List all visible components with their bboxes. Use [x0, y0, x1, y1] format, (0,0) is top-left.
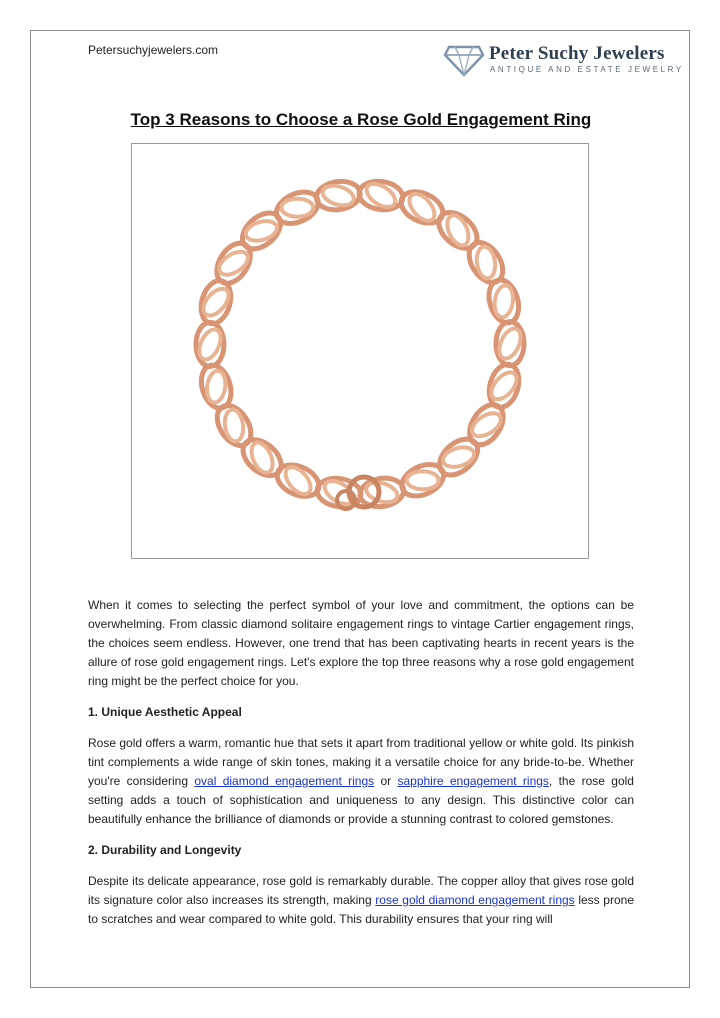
section-heading-aesthetic: 1. Unique Aesthetic Appeal: [88, 705, 242, 719]
intro-paragraph: When it comes to selecting the perfect symbol of your love and commitment, the options can be overwhelming. From classic diamond solitaire engagement rings to vintage Cartier engagement rings, the choices seem endless. However, one trend that has been captivating hearts in recent years is the allure of rose gold engagement rings. Let's explore the top three reasons why a rose gold engagement ring might be the perfect choice for you.: [88, 598, 634, 688]
chain-link: [215, 247, 252, 279]
chain-link: [364, 479, 400, 505]
chain-link: [236, 206, 288, 256]
diamond-logo-icon: [443, 41, 485, 77]
site-url: Petersuchyjewelers.com: [88, 43, 219, 57]
chain-link: [468, 409, 505, 441]
chain-link: [405, 189, 439, 225]
chain-link: [281, 199, 313, 217]
chain-link: [493, 284, 516, 318]
rose-gold-chain-bracelet-image: [132, 144, 588, 558]
chain-link: [320, 182, 356, 208]
section-paragraph-durability: Despite its delicate appearance, rose gold is remarkably durable. The copper alloy that gives rose gold its signature color also increases its strength, making rose gold diamond engagement rings less prone to scratches and wear compared to white gold. This durability ensures that your ring will: [88, 874, 634, 926]
chain-link: [281, 463, 315, 499]
link-sapphire-engagement-rings[interactable]: sapphire engagement rings: [397, 774, 549, 788]
page-title: Top 3 Reasons to Choose a Rose Gold Engagement Ring: [130, 110, 592, 129]
link-oval-diamond-engagement-rings[interactable]: oval diamond engagement rings: [194, 774, 375, 788]
article-body: [88, 596, 634, 941]
logo-tagline: ANTIQUE AND ESTATE JEWELRY: [490, 65, 684, 74]
chain-link: [432, 205, 484, 255]
logo-name: Peter Suchy Jewelers: [489, 43, 665, 64]
link-rose-gold-diamond-engagement-rings[interactable]: rose gold diamond engagement rings: [375, 893, 575, 907]
bracelet-photo: [131, 143, 589, 559]
chain-link: [407, 471, 439, 489]
document-page: [30, 30, 690, 988]
chain-link: [236, 433, 288, 483]
section-heading-durability: 2. Durability and Longevity: [88, 843, 242, 857]
chain-link: [433, 432, 485, 482]
brand-logo: [443, 41, 684, 77]
chain-links: [195, 179, 525, 510]
chain-link: [205, 370, 228, 404]
section-paragraph-aesthetic: Rose gold offers a warm, romantic hue that sets it apart from traditional yellow or white gold. Its pinkish tint complements a wide range of skin tones, making it a versatile choice for any bride-to-be. Whether you're considering oval diamond engagement rings or sapphire engagement rings, the rose gold setting adds a touch of sophistication and uniqueness to any design. This distinctive color can beautifully enhance the brilliance of diamonds or provide a stunning contrast to colored gemstones.: [88, 736, 634, 826]
